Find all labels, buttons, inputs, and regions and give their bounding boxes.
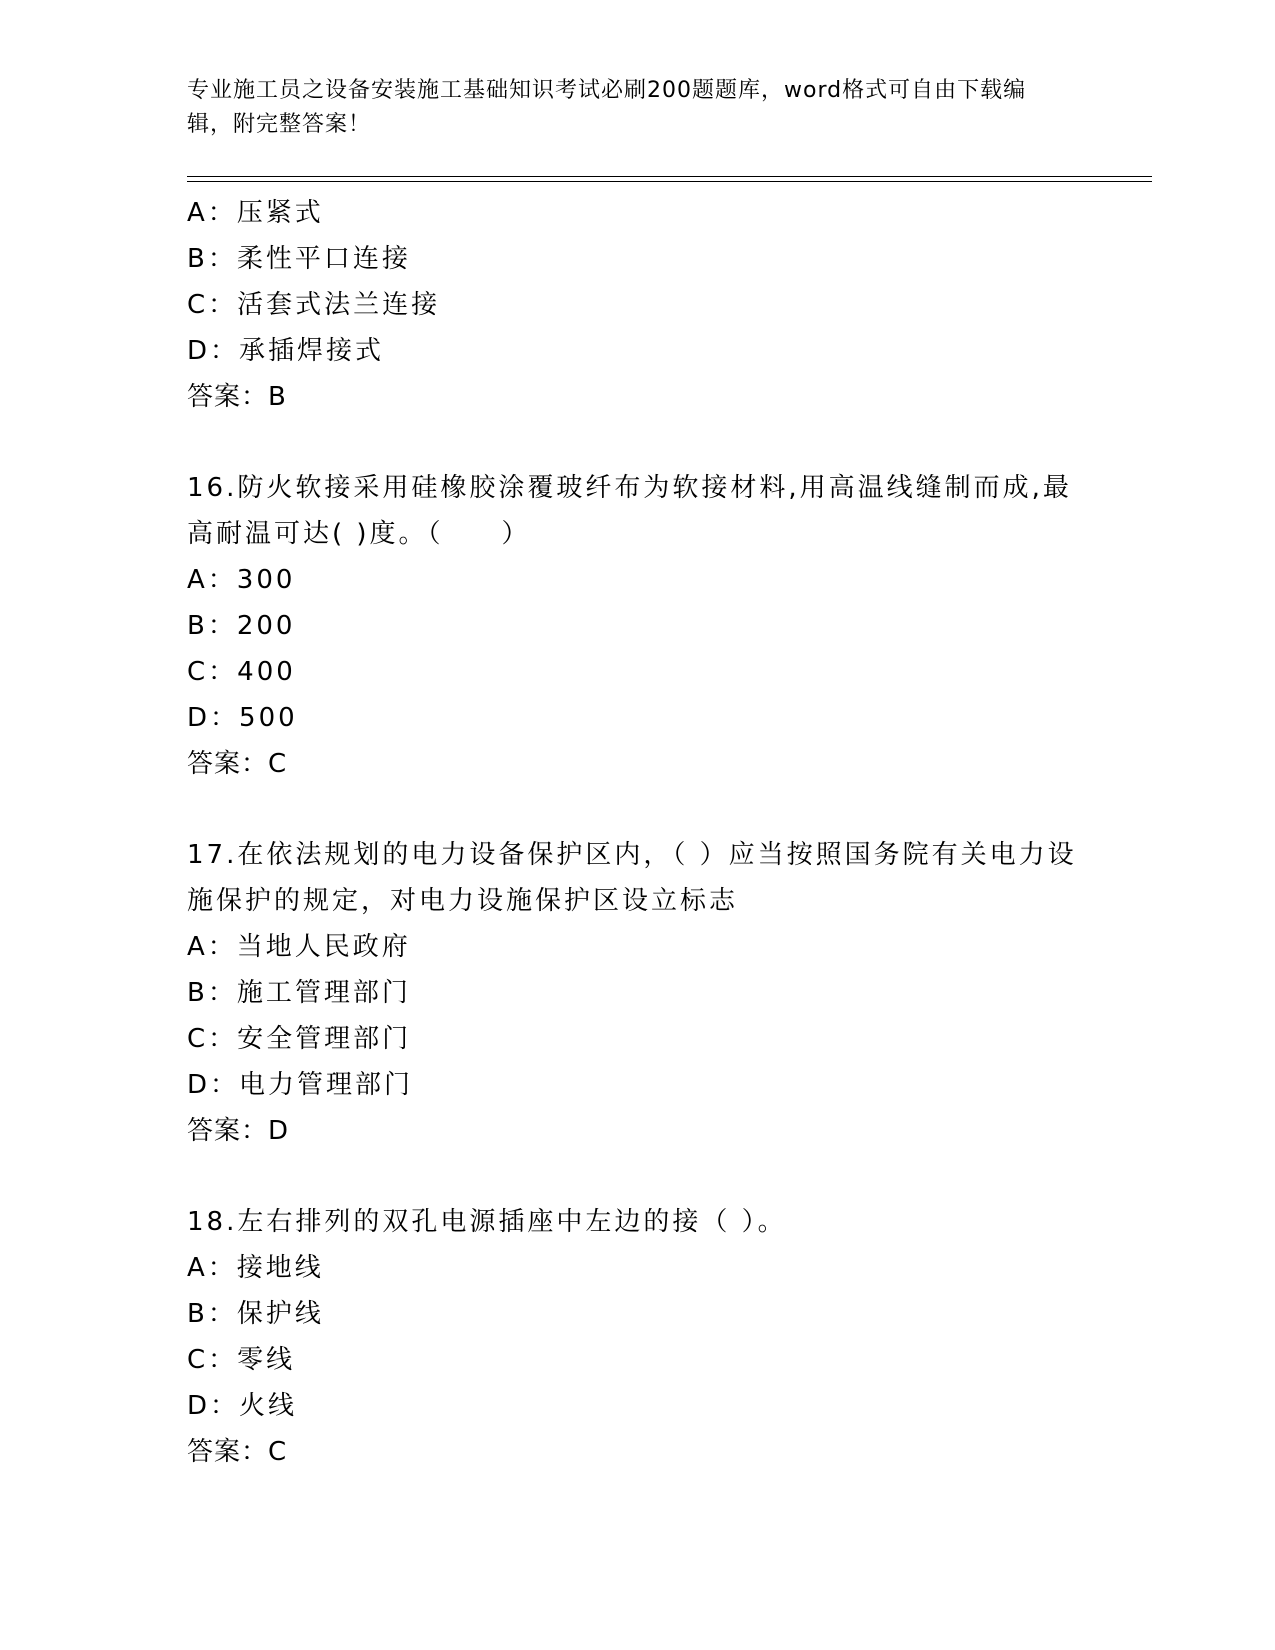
question-18 [187,1199,1087,1475]
option-c: C：安全管理部门 [187,1024,412,1054]
option-d: D：500 [187,703,298,733]
document-title: 专业施工员之设备安装施工基础知识考试必刷200题题库，word格式可自由下载编辑，附完整答案！ [187,78,1027,137]
option-c: C：零线 [187,1345,296,1375]
header-divider-bottom [187,181,1152,182]
question-16 [187,465,1087,787]
answer-text: 答案：C [187,1437,288,1467]
option-c: C：400 [187,657,296,687]
answer-text: 答案：D [187,1116,290,1146]
question-stem: 16.防火软接采用硅橡胶涂覆玻纤布为软接材料,用高温线缝制而成,最高耐温可达( )度。（ ） [187,473,1072,549]
option-d: D：电力管理部门 [187,1070,414,1100]
option-c: C：活套式法兰连接 [187,290,441,320]
question-stem: 18.左右排列的双孔电源插座中左边的接（ ）。 [187,1207,787,1237]
option-a: A：当地人民政府 [187,932,411,962]
option-b: B：200 [187,611,296,641]
option-d: D：承插焊接式 [187,336,385,366]
option-a: A：300 [187,565,296,595]
option-b: B：保护线 [187,1299,324,1329]
option-d: D：火线 [187,1391,298,1421]
answer-text: 答案：C [187,749,288,779]
question-list [187,190,1087,1475]
header-divider-top [187,176,1152,177]
option-a: A：接地线 [187,1253,324,1283]
question-17 [187,832,1087,1154]
question-15-continued [187,190,1087,420]
option-b: B：施工管理部门 [187,978,411,1008]
option-b: B：柔性平口连接 [187,244,411,274]
option-a: A：压紧式 [187,198,324,228]
question-stem: 17.在依法规划的电力设备保护区内，（ ）应当按照国务院有关电力设施保护的规定，对电力设施保护区设立标志 [187,840,1077,916]
answer-text: 答案：B [187,382,287,412]
